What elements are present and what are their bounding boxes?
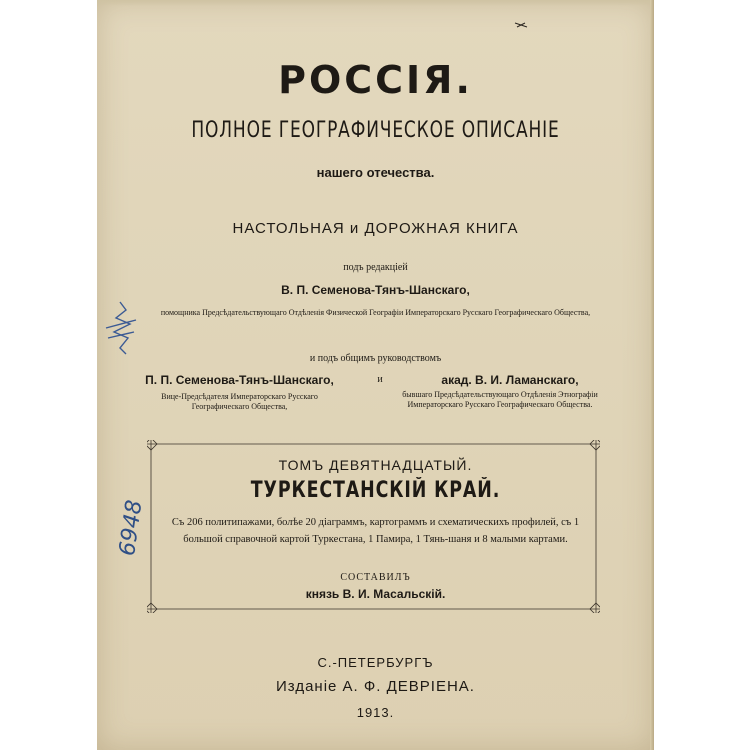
page-top-shadow — [97, 0, 654, 6]
handwritten-number — [107, 466, 147, 556]
book-subtitle-2: нашего отечества. — [316, 165, 435, 180]
imprint-publisher: Изданіе А. Ф. ДЕВРІЕНА. — [276, 678, 475, 695]
page-right-edge — [650, 0, 654, 750]
supervisor-1-name: П. П. Семенова-Тянъ-Шанскаго, — [145, 373, 334, 387]
handwritten-number-text: 6948 — [115, 498, 148, 558]
supervisor-2-description: бывшаго Предсѣдательствующаго Отдѣленія Этнографіи Императорскаго Русскаго Географическаго Общества. — [402, 390, 598, 409]
volume-title: ТУРКЕСТАНСКІЙ КРАЙ. — [250, 478, 501, 503]
editor-description: помощника Предсѣдательствующаго Отдѣленія Физической Географіи Императорскаго Русскаго Географическаго Общества, — [160, 308, 591, 317]
book-title: РОССІЯ. — [278, 58, 473, 102]
library-stamp-icon — [100, 298, 142, 358]
volume-number: ТОМЪ ДЕВЯТНАДЦАТЫЙ. — [278, 457, 473, 473]
ink-mark-icon — [514, 21, 528, 29]
supervisor-2-name: акад. В. И. Ламанскаго, — [441, 373, 579, 387]
edited-by-label: подъ редакцiей — [343, 262, 408, 273]
imprint-year: 1913. — [356, 705, 395, 720]
imprint-city: С.-ПЕТЕРБУРГЪ — [317, 655, 434, 670]
supervisor-1-description: Вице-Предсѣдателя Императорскаго Русскаго Географическаго Общества, — [161, 392, 318, 411]
book-subtitle: ПОЛНОЕ ГЕОГРАФИЧЕСКОЕ ОПИСАНІЕ — [191, 118, 560, 143]
and-conjunction: и — [377, 374, 383, 385]
editor-name: В. П. Семенова-Тянъ-Шанскаго, — [281, 283, 470, 297]
supervision-label: и подъ общимъ руководствомъ — [309, 353, 442, 364]
compiled-label: СОСТАВИЛЪ — [340, 572, 411, 583]
title-page — [97, 0, 654, 750]
book-type: НАСТОЛЬНАЯ и ДОРОЖНАЯ КНИГА — [232, 220, 519, 237]
volume-description: Съ 206 политипажами, болѣе 20 діаграммъ, картограммъ и схематическихъ профилей, съ 1 большой справочной картой Туркестана, 1 Памира, 1 Тянь-шаня и 8 малыми картами. — [171, 517, 580, 545]
compiler-name: князь В. И. Масальскій. — [305, 587, 446, 601]
